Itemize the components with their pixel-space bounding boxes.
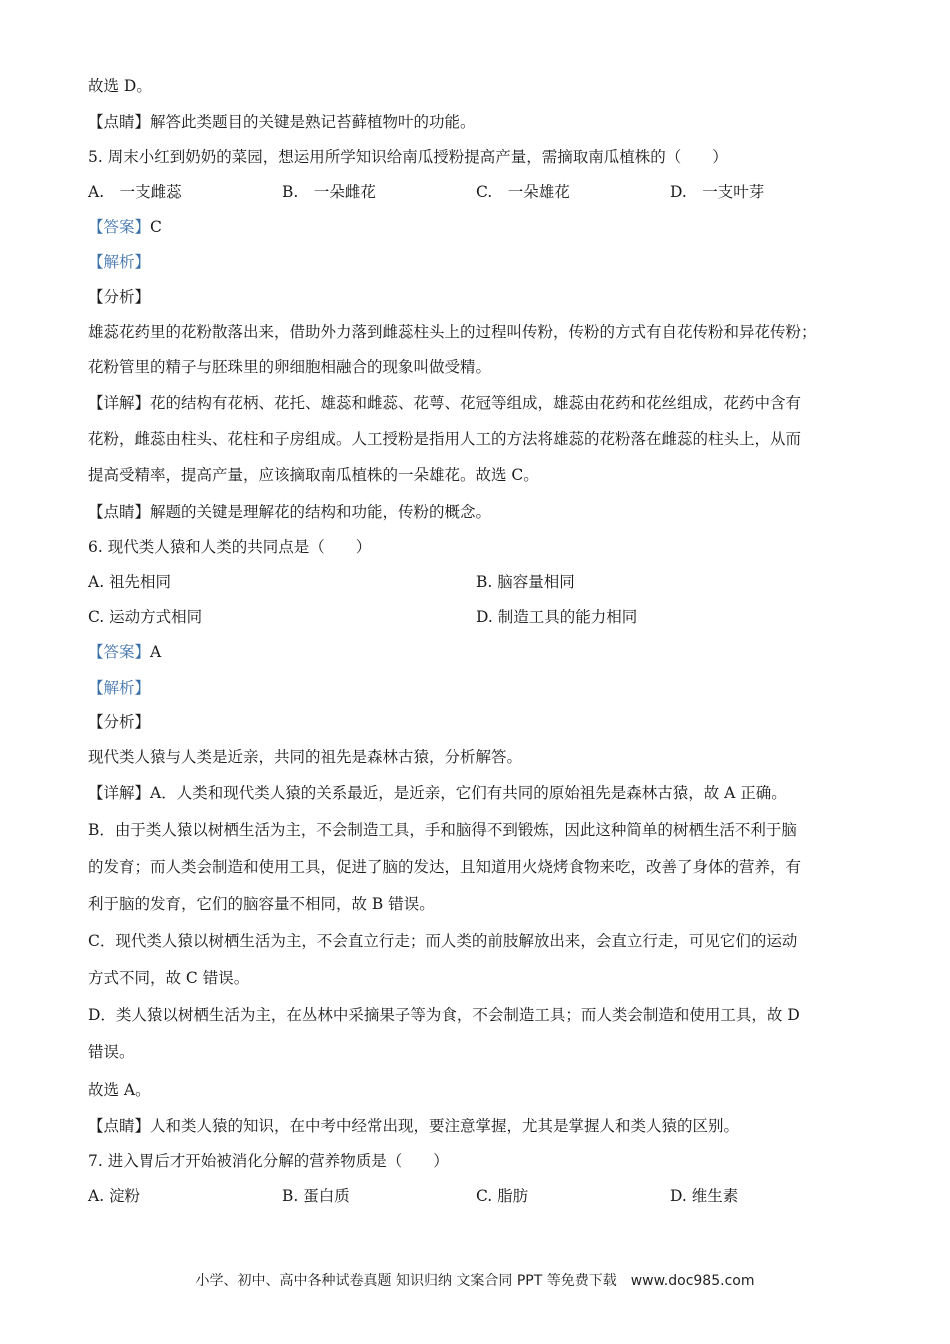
q6-comment: 【点睛】人和类人猿的知识，在中考中经常出现，要注意掌握，尤其是掌握人和类人猿的区别。 bbox=[88, 1117, 740, 1135]
q7-option-b: B. 蛋白质 bbox=[282, 1187, 350, 1205]
q5-analysis-line: 雄蕊花药里的花粉散落出来，借助外力落到雌蕊柱头上的过程叫传粉，传粉的方式有自花传粉和异花传粉； bbox=[88, 323, 817, 341]
q5-answer bbox=[88, 217, 870, 237]
q6-detail-line: 【详解】A．人类和现代类人猿的关系最近，是近亲，它们有共同的原始祖先是森林古猿，故 A 正确。 bbox=[88, 784, 787, 802]
answer-value: A bbox=[150, 643, 162, 661]
q7-option-d: D. 维生素 bbox=[670, 1187, 739, 1205]
q6-option-a: A. 祖先相同 bbox=[88, 573, 172, 591]
q6-detail-line: 错误。 bbox=[88, 1043, 135, 1061]
q6-fenxi-tag: 【分析】 bbox=[88, 713, 151, 731]
q5-option-a: A. 一支雌蕊 bbox=[88, 183, 182, 201]
q7-option-a: A. 淀粉 bbox=[88, 1187, 141, 1205]
q6-option-c: C. 运动方式相同 bbox=[88, 608, 203, 626]
q6-detail-line: 利于脑的发育，它们的脑容量不相同，故 B 错误。 bbox=[88, 895, 435, 913]
conclusion-line: 故选 D。 bbox=[88, 77, 152, 95]
q5-fenxi-tag: 【分析】 bbox=[88, 288, 151, 306]
q5-detail-line: 花粉，雌蕊由柱头、花柱和子房组成。人工授粉是指用人工的方法将雄蕊的花粉落在雌蕊的柱头上，从而 bbox=[88, 430, 802, 448]
q5-detail-line: 提高受精率，提高产量，应该摘取南瓜植株的一朵雄花。故选 C。 bbox=[88, 466, 539, 484]
answer-tag: 【答案】 bbox=[88, 218, 151, 236]
q6-jiexi-tag: 【解析】 bbox=[88, 679, 151, 697]
q6-answer bbox=[88, 642, 870, 662]
q6-analysis-line: 现代类人猿与人类是近亲，共同的祖先是森林古猿，分析解答。 bbox=[88, 748, 523, 766]
page-footer: 小学、初中、高中各种试卷真题 知识归纳 文案合同 PPT 等免费下载 www.doc985.com bbox=[195, 1273, 755, 1289]
q5-option-d: D. 一支叶芽 bbox=[670, 183, 765, 201]
q7-option-c: C. 脂肪 bbox=[476, 1187, 529, 1205]
q6-detail-line: B．由于类人猿以树栖生活为主，不会制造工具，手和脑得不到锻炼，因此这种简单的树栖生活不利于脑 bbox=[88, 821, 797, 839]
question-6: 6. 现代类人猿和人类的共同点是（ ） bbox=[88, 538, 372, 556]
q6-option-d: D. 制造工具的能力相同 bbox=[476, 608, 638, 626]
answer-tag: 【答案】 bbox=[88, 643, 151, 661]
comment-line: 【点睛】解答此类题目的关键是熟记苔藓植物叶的功能。 bbox=[88, 113, 476, 131]
q5-analysis-line: 花粉管里的精子与胚珠里的卵细胞相融合的现象叫做受精。 bbox=[88, 358, 492, 376]
q6-detail-line: D．类人猿以树栖生活为主，在丛林中采摘果子等为食，不会制造工具；而人类会制造和使用工具，故 D bbox=[88, 1006, 800, 1024]
question-5: 5. 周末小红到奶奶的菜园，想运用所学知识给南瓜授粉提高产量，需摘取南瓜植株的（ ） bbox=[88, 148, 728, 166]
q6-detail-line: 的发育；而人类会制造和使用工具，促进了脑的发达，且知道用火烧烤食物来吃，改善了身体的营养，有 bbox=[88, 858, 802, 876]
q5-comment: 【点睛】解题的关键是理解花的结构和功能，传粉的概念。 bbox=[88, 503, 492, 521]
q6-conclusion: 故选 A。 bbox=[88, 1081, 151, 1099]
q6-detail-line: 方式不同，故 C 错误。 bbox=[88, 969, 250, 987]
answer-value: C bbox=[150, 218, 162, 236]
q6-detail-line: C．现代类人猿以树栖生活为主，不会直立行走；而人类的前肢解放出来，会直立行走，可见它们的运动 bbox=[88, 932, 798, 950]
q5-option-c: C. 一朵雄花 bbox=[476, 183, 570, 201]
q5-detail-line: 【详解】花的结构有花柄、花托、雄蕊和雌蕊、花萼、花冠等组成，雄蕊由花药和花丝组成，花药中含有 bbox=[88, 394, 802, 412]
q5-option-b: B. 一朵雌花 bbox=[282, 183, 376, 201]
q5-jiexi-tag: 【解析】 bbox=[88, 253, 151, 271]
question-7: 7. 进入胃后才开始被消化分解的营养物质是（ ） bbox=[88, 1152, 449, 1170]
q6-option-b: B. 脑容量相同 bbox=[476, 573, 575, 591]
